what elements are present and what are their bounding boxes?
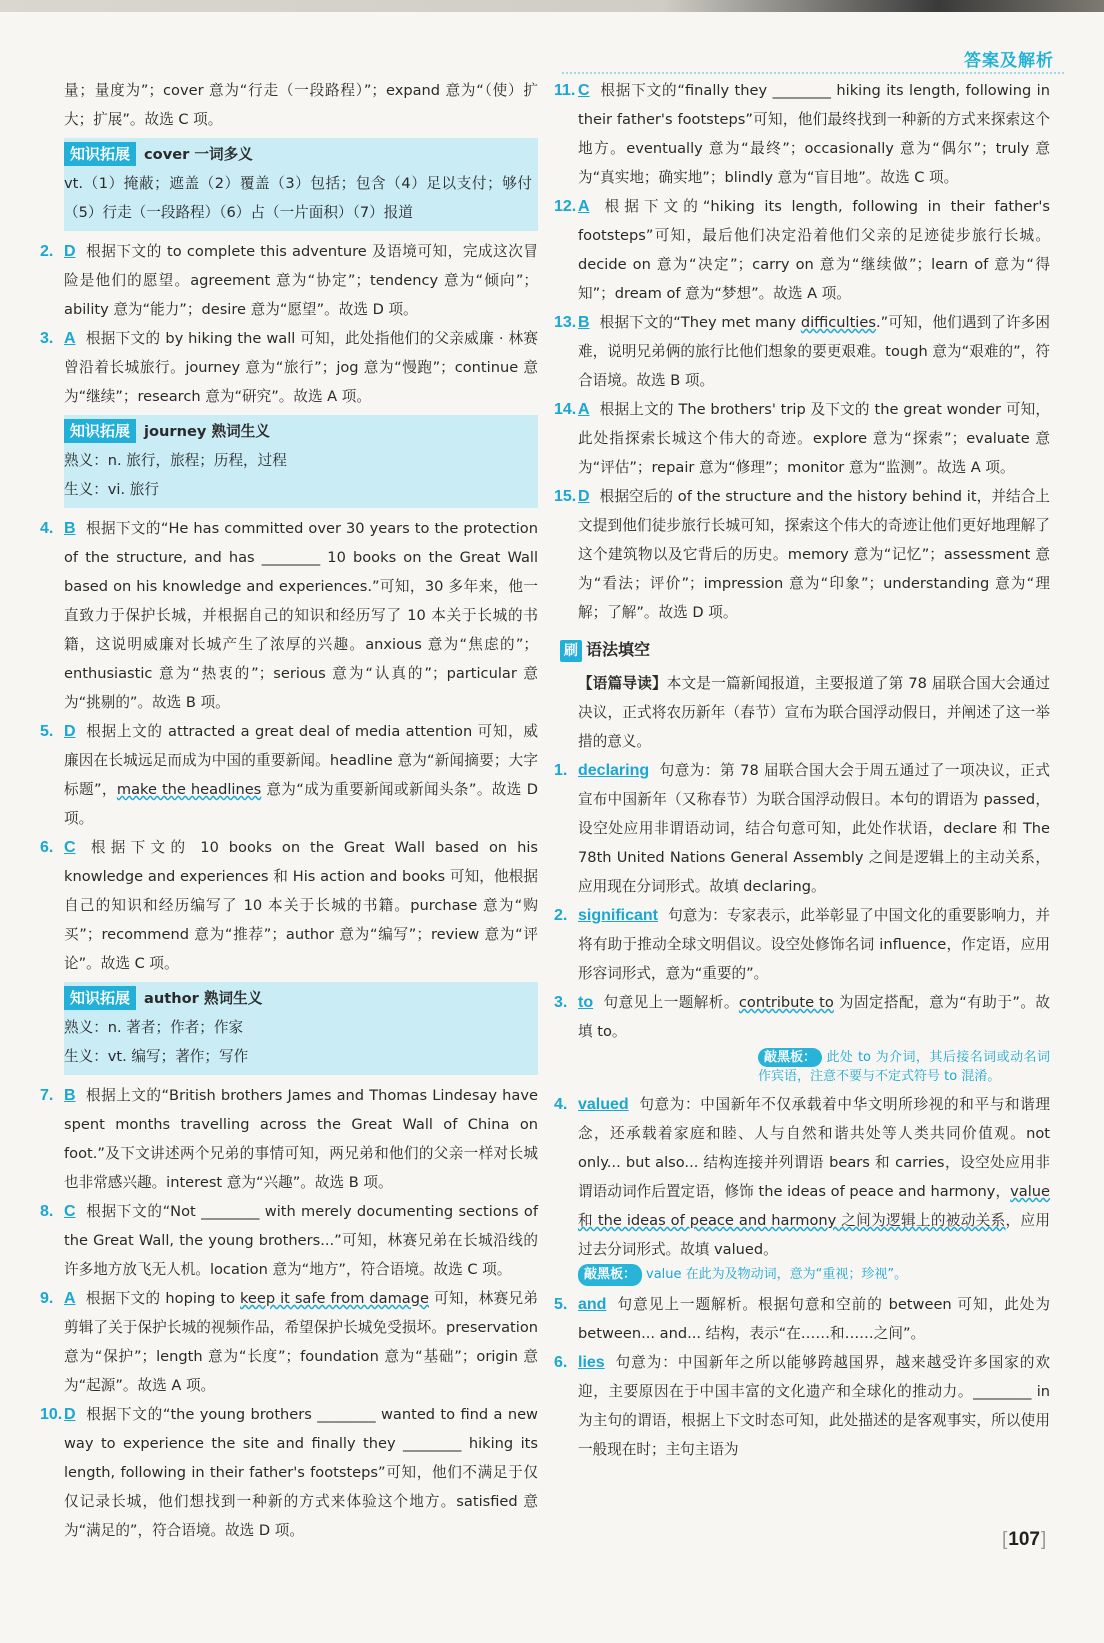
section-title: 语法填空 [586, 640, 651, 659]
answer-item-3: 3. A 根据下文的 by hiking the wall 可知，此处指他们的父亲威廉 · 林赛曾沿着长城旅行。journey 意为“旅行”；jog 意为“慢跑”；continue 意为“继续”；research 意为“研究”。故选 A 项。 [40, 330, 538, 405]
tip-note: 敲黑板： 此处 to 为介词，其后接名词或动名词作宾语，注意不要与不定式符号 to 混淆。 [758, 1050, 1050, 1084]
grammar-item-1: 1. declaring 句意为：第 78 届联合国大会于周五通过了一项决议，正式宣布中国新年（又称春节）为联合国浮动假日。本句的谓语为 passed，设空处应用非谓语动词，结合句意可知，此处作状语，declare 和 The 78th United Nations General Assembly 之间是逻辑上的主动关系，应用现在分词形式。故填 declaring。 [554, 762, 1050, 895]
answer-letter: B [64, 520, 76, 537]
knowledge-box-author [64, 982, 538, 1075]
answer-word: lies [578, 1354, 605, 1371]
answer-word: declaring [578, 762, 650, 779]
answer-word: to [578, 994, 594, 1011]
grammar-item-3: 3. to 句意见上一题解析。contribute to 为固定搭配，意为“有助于”。故填 to。 [554, 994, 1050, 1040]
answer-letter: B [578, 314, 590, 331]
passage-intro: 【语篇导读】本文是一篇新闻报道，主要报道了第 78 届联合国大会通过决议，正式将农历新年（春节）宣布为联合国浮动假日，并阐述了这一举措的意义。 [578, 675, 1050, 750]
left-column [40, 76, 539, 1545]
answer-word: and [578, 1296, 607, 1313]
answer-item-7: 7. B 根据上文的“British brothers James and Thomas Lindesay have spent months travelling across the Great Wall of China on foot.”及下文讲述两个兄弟的事情可知，两兄弟和他们的父亲一样对长城也非常感兴趣。interest 意为“兴趣”。故选 B 项。 [40, 1087, 538, 1191]
knowledge-title: cover 一词多义 [144, 146, 253, 163]
tip-tag: 敲黑板： [758, 1048, 822, 1067]
section-header [560, 635, 1050, 665]
knowledge-tag: 知识拓展 [64, 142, 136, 166]
answer-letter: D [64, 243, 76, 260]
tip-tag: 敲黑板： [578, 1264, 642, 1286]
knowledge-body: vt.（1）掩蔽；遮盖（2）覆盖（3）包括；包含（4）足以支付；够付（5）行走（一段路程）（6）占（一片面积）（7）报道 [64, 175, 532, 221]
tip-note: 敲黑板： value 在此为及物动词，意为“重视；珍视”。 [578, 1264, 1050, 1286]
answer-item-14: 14. A 根据上文的 The brothers' trip 及下文的 the great wonder 可知，此处指探索长城这个伟大的奇迹。explore 意为“探索”；evaluate 意为“评估”；repair 意为“修理”；monitor 意为“监测”。故选 A 项。 [554, 401, 1050, 476]
answer-letter: A [64, 330, 76, 347]
answer-item-15: 15. D 根据空后的 of the structure and the history behind it，并结合上文提到他们徒步旅行长城可知，探索这个伟大的奇迹让他们更好地理解了这个建筑物以及它背后的历史。memory 意为“记忆”；assessment 意为“看法；评价”；impression 意为“印象”；understanding 意为“理解；了解”。故选 D 项。 [554, 488, 1050, 621]
knowledge-line: 生义：vt. 编写；著作；写作 [64, 1048, 249, 1065]
grammar-item-2: 2. significant 句意为：专家表示，此举彰显了中国文化的重要影响力，并将有助于推动全球文明倡议。设空处修饰名词 influence，作定语，应用形容词形式，意为“重要的”。 [554, 907, 1050, 982]
knowledge-box-cover [64, 138, 538, 231]
knowledge-title: author 熟词生义 [144, 990, 263, 1007]
highlight-phrase: make the headlines [116, 781, 262, 798]
answer-word: significant [578, 907, 659, 924]
answer-item-12: 12. A 根据下文的“hiking its length, following in their father's footsteps”可知，最后他们决定沿着他们父亲的足迹徒步旅行长城。decide on 意为“决定”；carry on 意为“继续做”；learn of 意为“得知”；dream of 意为“梦想”。故选 A 项。 [554, 198, 1050, 302]
highlight-phrase: keep it safe from damage [239, 1290, 429, 1307]
answer-letter: D [578, 488, 590, 505]
knowledge-line: 熟义：n. 旅行，旅程；历程，过程 [64, 452, 287, 469]
knowledge-title: journey 熟词生义 [144, 423, 270, 440]
answer-letter: D [64, 1406, 76, 1423]
grammar-item-4: 4. valued 句意为：中国新年不仅承载着中华文明所珍视的和平与和谐理念，还承载着家庭和睦、人与自然和谐共处等人类共同价值观。not only... but also... 结构连接并列谓语 bears 和 carries，设空处应用非谓语动词作后置定语，修饰 the ideas of peace and harmony，value 和 the ideas of peace and harmony 之间为逻辑上的被动关系，应用过去分词形式。故填 valued。 [554, 1096, 1050, 1258]
answer-item-10: 10. D 根据下文的“the young brothers ________ wanted to find a new way to experience the site and finally they ________ hiking its length, following in their father's footsteps”可知，他们不满足于仅仅记录长城，他们想找到一种新的方式来体验这个地方。satisfied 意为“满足的”，符合语境。故选 D 项。 [40, 1406, 538, 1539]
answer-letter: B [64, 1087, 76, 1104]
header-divider [562, 72, 1064, 74]
right-column [554, 76, 1050, 1464]
answer-item-11: 11. C 根据下文的“finally they ________ hiking its length, following in their father's footsteps”可知，他们最终找到一种新的方式来探索这个地方。eventually 意为“最终”；occasionally 意为“偶尔”；truly 意为“真实地；确实地”；blindly 意为“盲目地”。故选 C 项。 [554, 82, 1050, 186]
answer-letter: A [64, 1290, 76, 1307]
brush-icon: 刷 [560, 640, 582, 662]
page-header: 答案及解析 [964, 51, 1054, 71]
knowledge-box-journey [64, 415, 538, 508]
top-edge-strip [0, 0, 1104, 12]
answer-item-5: 5. D 根据上文的 attracted a great deal of media attention 可知，威廉因在长城远足而成为中国的重要新闻。headline 意为“新闻摘要；大字标题”，make the headlines 意为“成为重要新闻或新闻头条”。故选 D 项。 [40, 723, 539, 827]
answer-letter: A [578, 198, 590, 215]
answer-item-8: 8. C 根据下文的“Not ________ with merely documenting sections of the Great Wall, the young brothers...”可知，林赛兄弟在长城沿线的许多地方放飞无人机。location 意为“地方”，符合语境。故选 C 项。 [40, 1203, 538, 1278]
highlight-phrase: contribute to [738, 994, 834, 1011]
highlight-phrase: difficulties [800, 314, 876, 331]
page-number: [ 107 ] [1002, 1529, 1046, 1551]
answer-letter: D [64, 723, 76, 740]
knowledge-line: 生义：vi. 旅行 [64, 481, 159, 498]
answer-word: valued [578, 1096, 629, 1113]
answer-letter: C [578, 82, 590, 99]
knowledge-line: 熟义：n. 著者；作者；作家 [64, 1019, 244, 1036]
answer-item-6: 6. C 根据下文的 10 books on the Great Wall based on his knowledge and experiences 和 His action and books 可知，他根据自己的知识和经历编写了 10 本关于长城的书籍。purchase 意为“购买”；recommend 意为“推荐”；author 意为“编写”；review 意为“评论”。故选 C 项。 [40, 839, 538, 972]
continued-text: 量；量度为”；cover 意为“行走（一段路程）”；expand 意为“（使）扩大；扩展”。故选 C 项。 [64, 82, 538, 128]
answer-item-4: 4. B 根据下文的“He has committed over 30 years to the protection of the structure, and has ________ 10 books on the Great Wall based on his knowledge and experiences.”可知，30 多年来，他一直致力于保护长城，并根据自己的知识和经历写了 10 本关于长城的书籍，这说明威廉对长城产生了浓厚的兴趣。anxious 意为“焦虑的”；enthusiastic 意为“热衷的”；serious 意为“认真的”；particular 意为“挑剔的”。故选 B 项。 [40, 520, 538, 711]
answer-item-2: 2. D 根据下文的 to complete this adventure 及语境可知，完成这次冒险是他们的愿望。agreement 意为“协定”；tendency 意为“倾向”；ability 意为“能力”；desire 意为“愿望”。故选 D 项。 [40, 243, 538, 318]
highlight-phrase: value 和 the ideas of peace and harmony 之间为逻辑上的被动关系 [578, 1183, 1050, 1229]
answer-letter: A [578, 401, 590, 418]
grammar-item-6: 6. lies 句意为：中国新年之所以能够跨越国界，越来越受许多国家的欢迎，主要原因在于中国丰富的文化遗产和全球化的推动力。________ in 为主句的谓语，根据上下文时态可知，此处描述的是客观事实，所以使用一般现在时；主句主语为 [554, 1354, 1050, 1458]
answer-item-13: 13. B 根据下文的“They met many difficulties.”可知，他们遇到了许多困难，说明兄弟俩的旅行比他们想象的要更艰难。tough 意为“艰难的”，符合语境。故选 B 项。 [554, 314, 1050, 389]
knowledge-tag: 知识拓展 [64, 419, 136, 443]
answer-letter: C [64, 839, 76, 856]
knowledge-tag: 知识拓展 [64, 986, 136, 1010]
grammar-item-5: 5. and 句意见上一题解析。根据句意和空前的 between 可知，此处为 between... and... 结构，表示“在……和……之间”。 [554, 1296, 1050, 1342]
answer-item-9: 9. A 根据下文的 hoping to keep it safe from damage 可知，林赛兄弟剪辑了关于保护长城的视频作品，希望保护长城免受损坏。preservation 意为“保护”；length 意为“长度”；foundation 意为“基础”；origin 意为“起源”。故选 A 项。 [40, 1290, 539, 1394]
answer-letter: C [64, 1203, 76, 1220]
